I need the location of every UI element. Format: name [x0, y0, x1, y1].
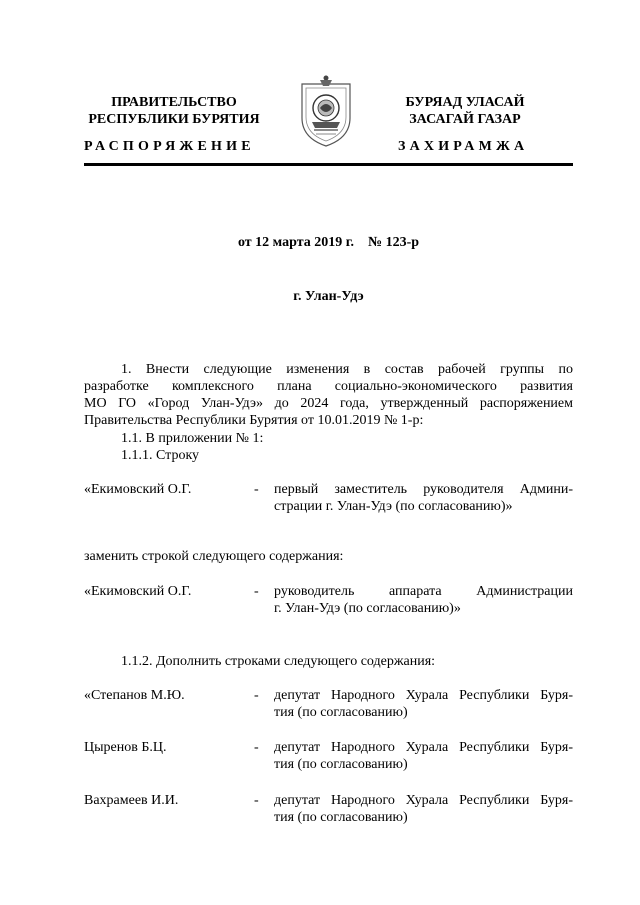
member-name: Цыренов Б.Ц.: [84, 740, 167, 755]
clause-1-1-2: 1.1.2. Дополнить строками следующего содержания:: [121, 654, 436, 669]
separator-dash: -: [254, 584, 259, 599]
list-item: [84, 583, 573, 623]
government-name-ru: [84, 94, 264, 128]
clause-1-1: 1.1. В приложении № 1:: [121, 431, 264, 446]
government-line-2-bua: ЗАСАГАЙ ГАЗАР: [409, 112, 521, 127]
member-name: «Екимовский О.Г.: [84, 482, 192, 497]
doc-type-bua: ЗАХИРАМЖА: [398, 139, 529, 154]
replace-instruction: заменить строкой следующего содержания:: [84, 549, 344, 564]
paragraph-1-line-4: Правительства Республики Бурятия от 10.01.2019 № 1-р:: [84, 413, 424, 428]
member-position: депутат Народного Хурала Республики Буря- тия (по согласованию): [274, 740, 573, 772]
doc-type-ru: РАСПОРЯЖЕНИЕ: [84, 139, 255, 154]
member-name: Вахрамеев И.И.: [84, 793, 179, 808]
separator-dash: -: [254, 482, 259, 497]
header-divider: [84, 163, 573, 166]
separator-dash: -: [254, 793, 259, 808]
member-name: «Степанов М.Ю.: [84, 688, 185, 703]
separator-dash: -: [254, 740, 259, 755]
member-position: депутат Народного Хурала Республики Буря- тия (по согласованию): [274, 793, 573, 825]
clause-1-1-1: 1.1.1. Строку: [121, 448, 200, 463]
coat-of-arms-emblem: [296, 74, 356, 150]
date-number: от 12 марта 2019 г. № 123-р: [237, 235, 420, 250]
government-name-bua: [390, 94, 540, 128]
government-line-2: РЕСПУБЛИКИ БУРЯТИЯ: [88, 112, 260, 127]
member-name: «Екимовский О.Г.: [84, 584, 192, 599]
list-item: [84, 687, 573, 727]
list-item: [84, 792, 573, 832]
paragraph-1-line-3: МО ГО «Город Улан-Удэ» до 2024 года, утвержденный распоряжением: [84, 396, 573, 411]
member-position: депутат Народного Хурала Республики Буря- тия (по согласованию): [274, 688, 573, 720]
government-line-1-bua: БУРЯАД УЛАСАЙ: [405, 95, 525, 110]
paragraph-1-line-1: 1. Внести следующие изменения в состав рабочей группы по: [121, 362, 573, 377]
city: г. Улан-Удэ: [293, 289, 364, 304]
separator-dash: -: [254, 688, 259, 703]
member-position: первый заместитель руководителя Админи- страции г. Улан-Удэ (по согласованию)»: [274, 482, 573, 514]
paragraph-1-line-2: разработке комплексного плана социально-экономического развития: [84, 379, 573, 394]
list-item: [84, 481, 573, 521]
list-item: [84, 739, 573, 779]
government-line-1: ПРАВИТЕЛЬСТВО: [111, 95, 237, 110]
member-position: руководитель аппарата Администрации г. Улан-Удэ (по согласованию)»: [274, 584, 573, 616]
